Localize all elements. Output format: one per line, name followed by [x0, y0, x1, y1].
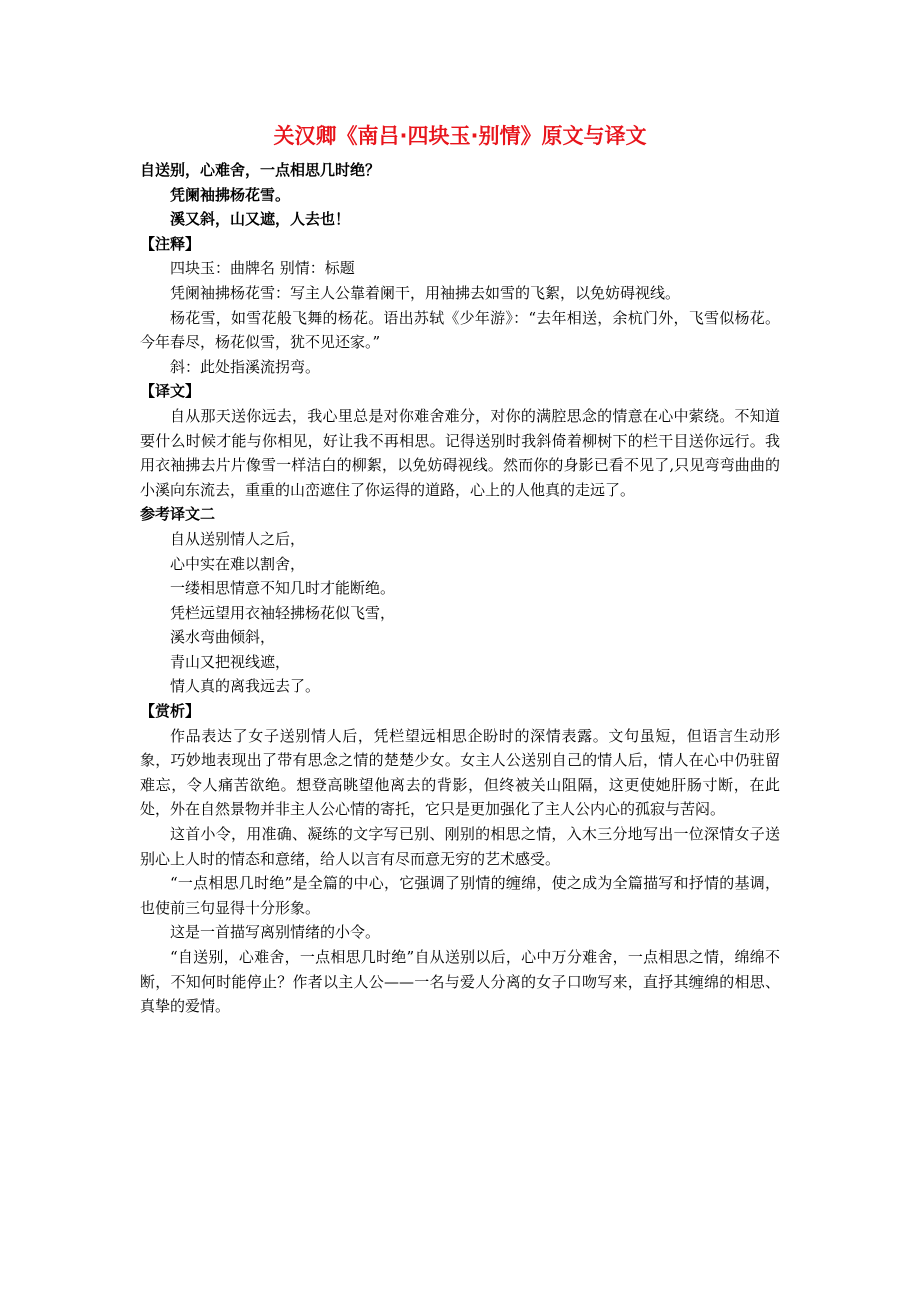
poem-line-2: 凭阑袖拂杨花雪。	[170, 185, 291, 204]
poem-line-3: 溪又斜，山又遮，人去也！	[170, 210, 351, 229]
page-title: 关汉卿《南吕·四块玉·别情》原文与译文	[273, 124, 647, 148]
translation2-line: 一缕相思情意不知几时才能断绝。	[170, 579, 396, 598]
note-item-4: 斜：此处指溪流拐弯。	[170, 357, 321, 376]
translation2-line: 青山又把视线遮，	[170, 652, 291, 671]
analysis-paragraph-2: 这首小令，用准确、凝练的文字写已别、刚别的相思之情，入木三分地写出一位深情女子送别心上人时的情态和意绪，给人以言有尽而意无穷的艺术感受。	[140, 825, 780, 868]
translation2-line: 溪水弯曲倾斜，	[170, 628, 276, 647]
translation2-line: 情人真的离我远去了。	[170, 677, 321, 696]
translation2-heading: 参考译文二	[140, 505, 216, 524]
note-item-3: 杨花雪，如雪花般飞舞的杨花。语出苏轼《少年游》：“去年相送，余杭门外，飞雪似杨花。今年春尽，杨花似雪，犹不见还家。”	[140, 308, 780, 352]
translation2-line: 心中实在难以割舍，	[170, 554, 306, 573]
note-item-2-wrap	[140, 281, 780, 306]
poem-line-1: 自送别，心难舍，一点相思几时绝？	[140, 161, 381, 179]
translation-heading: 【译文】	[140, 382, 201, 401]
analysis-paragraph-1: 作品表达了女子送别情人后，凭栏望远相思企盼时的深情表露。文句虽短，但语言生动形象，巧妙地表现出了带有思念之情的楚楚少女。女主人公送别自己的情人后，情人在心中仍驻留难忘，令人痛苦欲绝。想登高眺望他离去的背影，但终被关山阻隔，这更使她肝肠寸断，在此处，外在自然景物并非主人公心情的寄托，它只是更加强化了主人公内心的孤寂与苦闷。	[140, 726, 780, 819]
translation2-line: 自从送别情人之后，	[170, 529, 306, 548]
notes-heading: 【注释】	[140, 234, 201, 253]
analysis-heading: 【赏析】	[140, 702, 201, 721]
translation2-line: 凭栏远望用衣袖轻拂杨花似飞雪，	[170, 603, 396, 622]
analysis-paragraph-5: “自送别，心难舍，一点相思几时绝”自从送别以后，心中万分难舍，一点相思之情，绵绵不断，不知何时能停止？作者以主人公——一名与爱人分离的女子口吻写来，直抒其缠绵的相思、真挚的爱情。	[140, 948, 780, 1016]
analysis-paragraph-3: “一点相思几时绝”是全篇的中心，它强调了别情的缠绵，使之成为全篇描写和抒情的基调，也使前三句显得十分形象。	[140, 874, 780, 917]
note-item-1: 四块玉：曲牌名 别情：标题	[170, 259, 355, 278]
document-body	[140, 158, 780, 1019]
analysis-paragraph-4: 这是一首描写离别情绪的小令。	[170, 923, 381, 942]
note-item-2: 凭阑袖拂杨花雪：写主人公靠着阑干，用袖拂去如雪的飞絮，以免妨碍视线。	[170, 283, 681, 302]
translation-text: 自从那天送你远去，我心里总是对你难舍难分，对你的满腔思念的情意在心中萦绕。不知道要什么时候才能与你相见，好让我不再相思。记得送别时我斜倚着柳树下的栏干目送你远行。我用衣袖拂去片片像雪一样洁白的柳絮，以免妨碍视线。然而你的身影已看不见了,只见弯弯曲曲的小溪向东流去，重重的山峦遮住了你运得的道路，心上的人他真的走远了。	[140, 406, 780, 499]
